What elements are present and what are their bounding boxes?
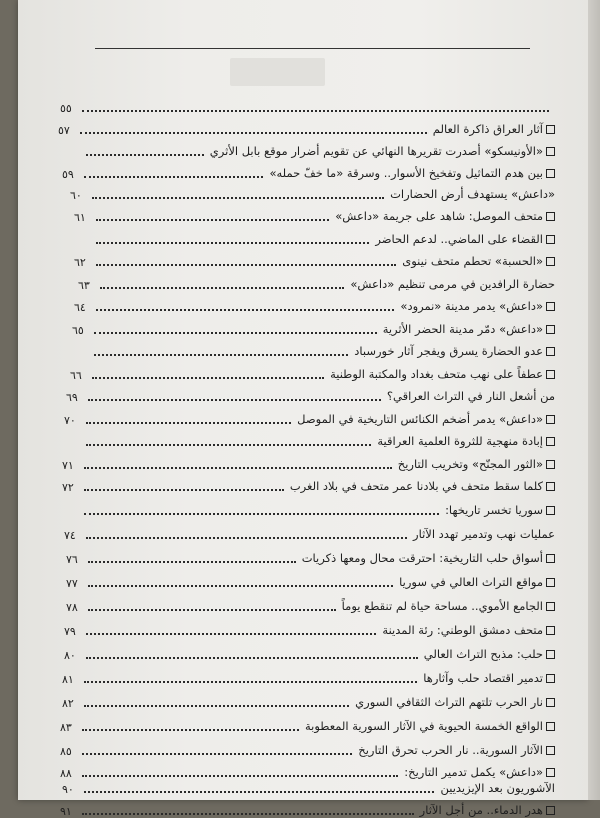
toc-page-number: ٨٢ <box>62 697 74 710</box>
checkbox-square-icon <box>546 169 555 178</box>
toc-page-number: ٧٨ <box>66 601 78 614</box>
toc-title: «داعش» يستهدف أرض الحضارات <box>390 187 555 201</box>
checkbox-square-icon <box>546 302 555 311</box>
toc-entry-row-text <box>445 503 555 517</box>
toc-entry-row-text <box>377 434 555 448</box>
toc-entry <box>66 385 555 404</box>
toc-entry-row-text <box>400 299 555 313</box>
toc-entry <box>64 140 555 159</box>
dot-leader <box>82 813 414 815</box>
toc-entry <box>66 571 555 590</box>
toc-page-number: ٦٥ <box>72 324 84 337</box>
toc-page-number: ٨٣ <box>60 721 72 734</box>
toc-entry-row-text <box>210 144 555 158</box>
toc-title: متحف الموصل: شاهد على جريمة «داعش» <box>335 209 543 223</box>
toc-title: إبادة منهجية للثروة العلمية العراقية <box>377 434 543 448</box>
toc-title: «الحسبة» تحطم متحف نينوى <box>402 254 543 268</box>
dot-leader <box>84 705 349 707</box>
toc-entry-row-text <box>290 479 555 493</box>
checkbox-square-icon <box>546 806 555 815</box>
dot-leader <box>96 219 329 221</box>
toc-entry <box>62 453 555 472</box>
checkbox-square-icon <box>546 602 555 611</box>
toc-entry <box>60 715 555 734</box>
toc-entry-row-text <box>383 322 555 336</box>
toc-entry-row-text <box>358 743 555 757</box>
toc-entry-row-text <box>420 803 555 817</box>
dot-leader <box>96 242 369 244</box>
toc-page-number: ٨٨ <box>60 767 72 780</box>
dot-leader <box>94 332 377 334</box>
toc-title: الآشوريون بعد الإيزيديين <box>440 781 555 795</box>
toc-page-number: ٧١ <box>62 459 74 472</box>
checkbox-square-icon <box>546 437 555 446</box>
dot-leader <box>84 681 417 683</box>
toc-title: من أشعل النار في التراث العراقي؟ <box>386 389 555 403</box>
dot-leader <box>88 399 381 401</box>
toc-page-number: ٥٧ <box>58 124 70 137</box>
toc-entry-row-text <box>350 277 555 291</box>
checkbox-square-icon <box>546 460 555 469</box>
toc-title: تدمير اقتصاد حلب وآثارها <box>423 671 543 685</box>
toc-entry <box>64 408 555 427</box>
dot-leader <box>88 561 296 563</box>
toc-entry-row-text <box>330 367 555 381</box>
toc-entry-row-text <box>335 209 555 223</box>
dot-leader <box>86 537 407 539</box>
checkbox-square-icon <box>546 415 555 424</box>
dot-leader <box>88 609 336 611</box>
toc-title: الواقع الخمسة الحيوية في الآثار السورية المعطوبة <box>304 719 543 733</box>
toc-title: متحف دمشق الوطني: رئة المدينة <box>382 623 543 637</box>
toc-title: عمليات نهب وتدمير تهدد الآثار <box>413 527 555 541</box>
dot-leader <box>100 287 344 289</box>
toc-entry <box>62 162 555 181</box>
toc-entry <box>64 619 555 638</box>
checkbox-square-icon <box>546 347 555 356</box>
toc-entry-row-text <box>402 254 555 268</box>
dot-leader <box>86 444 371 446</box>
toc-entry <box>60 799 555 818</box>
toc-title: عطفاً على نهب متحف بغداد والمكتبة الوطنية <box>330 367 543 381</box>
toc-entry-row-text <box>424 647 555 661</box>
dot-leader <box>84 467 392 469</box>
toc-title: نار الحرب تلتهم التراث الثقافي السوري <box>355 695 543 709</box>
toc-title: حضارة الرافدين في مرمى تنظيم «داعش» <box>350 277 555 291</box>
toc-title: سوريا تخسر تاريخها: <box>445 503 543 517</box>
toc-page-number: ٦٣ <box>78 279 90 292</box>
toc-title: «داعش» دمّر مدينة الحضر الأثرية <box>382 322 543 336</box>
toc-title: «داعش» يدمر مدينة «نمرود» <box>400 299 543 313</box>
toc-page-number: ٧٧ <box>66 577 78 590</box>
toc-page-number: ٥٩ <box>62 168 74 181</box>
toc-entry-row-text <box>342 599 555 613</box>
toc-page-number: ٥٥ <box>60 102 72 115</box>
dot-leader <box>86 633 376 635</box>
toc-entry <box>74 228 555 247</box>
dot-leader <box>86 657 418 659</box>
toc-page-number: ٦٦ <box>70 369 82 382</box>
toc-entry <box>64 430 555 449</box>
toc-page-number: ٧٤ <box>64 529 76 542</box>
checkbox-square-icon <box>546 626 555 635</box>
dot-leader <box>86 154 204 156</box>
toc-title: «داعش» يدمر أضخم الكنائس التاريخية في الموصل <box>297 412 543 426</box>
toc-page-number: ٧٢ <box>62 481 74 494</box>
toc-entry <box>74 295 555 314</box>
checkbox-square-icon <box>546 212 555 221</box>
checkbox-square-icon <box>546 125 555 134</box>
toc-entry-row-text <box>355 695 555 709</box>
toc-entry <box>66 595 555 614</box>
toc-page-number: ٦٢ <box>74 256 86 269</box>
dot-leader <box>80 132 427 134</box>
toc-entry <box>62 691 555 710</box>
dot-leader <box>96 264 396 266</box>
toc-entry <box>64 643 555 662</box>
dot-leader <box>86 422 291 424</box>
toc-entry <box>64 523 555 542</box>
toc-entry-row-text <box>399 575 555 589</box>
toc-title: عدو الحضارة يسرق ويفجر آثار خورسباد <box>354 344 543 358</box>
dot-leader <box>96 309 394 311</box>
toc-entry <box>72 318 555 337</box>
toc-page-number: ٧٩ <box>64 625 76 638</box>
checkbox-square-icon <box>546 325 555 334</box>
toc-entry-row-text <box>302 551 555 565</box>
toc-title: «الثور المجنّح» وتخريب التاريخ <box>397 457 543 471</box>
toc-entry-row-text <box>398 457 555 471</box>
toc-title: الجامع الأموي.. مساحة حياة لم تنقطع يوماً <box>341 599 543 613</box>
toc-entry <box>74 205 555 224</box>
toc-entry <box>74 250 555 269</box>
dot-leader <box>84 513 439 515</box>
toc-entry-row-text <box>433 122 555 136</box>
toc-title: هدر الدماء.. من أجل الآثار <box>419 803 543 817</box>
toc-title: «داعش» يكمل تدمير التاريخ: <box>404 765 543 779</box>
toc-entry <box>72 340 555 359</box>
toc-entry-row-text <box>413 527 555 541</box>
toc-page-number: ٧٦ <box>66 553 78 566</box>
checkbox-square-icon <box>546 746 555 755</box>
checkbox-square-icon <box>546 674 555 683</box>
toc-title: القضاء على الماضي.. لدعم الحاضر <box>375 232 543 246</box>
toc-title: أسواق حلب التاريخية: احترقت محال ومعها ذكريات <box>301 551 543 565</box>
toc-title: الآثار السورية.. نار الحرب تحرق التاريخ <box>358 743 543 757</box>
toc-page-number: ٦٩ <box>66 391 78 404</box>
toc-entry-row-text <box>387 389 555 403</box>
checkbox-square-icon <box>546 482 555 491</box>
toc-entry-row-text <box>382 623 555 637</box>
toc-page-number: ٨١ <box>62 673 74 686</box>
checkbox-square-icon <box>546 650 555 659</box>
toc-entry-row-text <box>354 344 555 358</box>
checkbox-square-icon <box>546 554 555 563</box>
checkbox-square-icon <box>546 370 555 379</box>
dot-leader <box>88 585 393 587</box>
toc-entry <box>62 499 555 518</box>
dot-leader <box>84 489 284 491</box>
dot-leader <box>84 791 434 793</box>
toc-entry <box>78 273 555 292</box>
toc-page-number: ٧٠ <box>64 414 76 427</box>
toc-title: «الأونيسكو» أصدرت تقريرها النهائي عن تقويم أضرار موقع بابل الأثري <box>209 144 543 158</box>
toc-title: مواقع التراث العالي في سوريا <box>399 575 543 589</box>
dot-leader <box>82 110 549 112</box>
checkbox-square-icon <box>546 768 555 777</box>
dot-leader <box>84 176 263 178</box>
toc-page-number: ٩٠ <box>62 783 74 796</box>
toc-page-number: ٨٠ <box>64 649 76 662</box>
toc-entry-row-text <box>297 412 555 426</box>
toc-entry-row-text <box>390 187 555 201</box>
toc-page-number: ٩١ <box>60 805 72 818</box>
toc-entry <box>60 96 555 115</box>
toc-entry <box>62 475 555 494</box>
checkbox-square-icon <box>546 257 555 266</box>
toc-page-number: ٦١ <box>74 211 86 224</box>
checkbox-square-icon <box>546 578 555 587</box>
toc-entry-row-text <box>375 232 555 246</box>
dot-leader <box>92 197 384 199</box>
toc-entry-row-text <box>305 719 555 733</box>
dot-leader <box>82 753 352 755</box>
checkbox-square-icon <box>546 147 555 156</box>
dot-leader <box>92 377 324 379</box>
checkbox-square-icon <box>546 698 555 707</box>
toc-entry-row-text <box>440 781 555 795</box>
toc-entry <box>70 183 555 202</box>
checkbox-square-icon <box>546 722 555 731</box>
checkbox-square-icon <box>546 506 555 515</box>
toc-title: آثار العراق ذاكرة العالم <box>432 122 543 136</box>
toc-title: كلما سقط متحف في بلادنا عمر متحف في بلاد الغرب <box>289 479 543 493</box>
toc-page-number: ٦٤ <box>74 301 86 314</box>
toc-title: حلب: مذبح التراث العالي <box>423 647 543 661</box>
toc-page-number: ٦٠ <box>70 189 82 202</box>
checkbox-square-icon <box>546 235 555 244</box>
toc-title: بين هدم التماثيل وتفخيخ الأسوار.. وسرقة «ما خفّ حمله» <box>269 166 543 180</box>
toc-page-number: ٨٥ <box>60 745 72 758</box>
toc-entry <box>70 363 555 382</box>
dot-leader <box>82 729 299 731</box>
toc-entry-row-text <box>269 166 555 180</box>
toc-entry <box>66 547 555 566</box>
toc-entry <box>62 777 555 796</box>
toc-entry <box>62 667 555 686</box>
toc-entry-row-text <box>423 671 555 685</box>
dot-leader <box>94 354 348 356</box>
toc-entry <box>60 739 555 758</box>
toc-entry <box>58 118 555 137</box>
